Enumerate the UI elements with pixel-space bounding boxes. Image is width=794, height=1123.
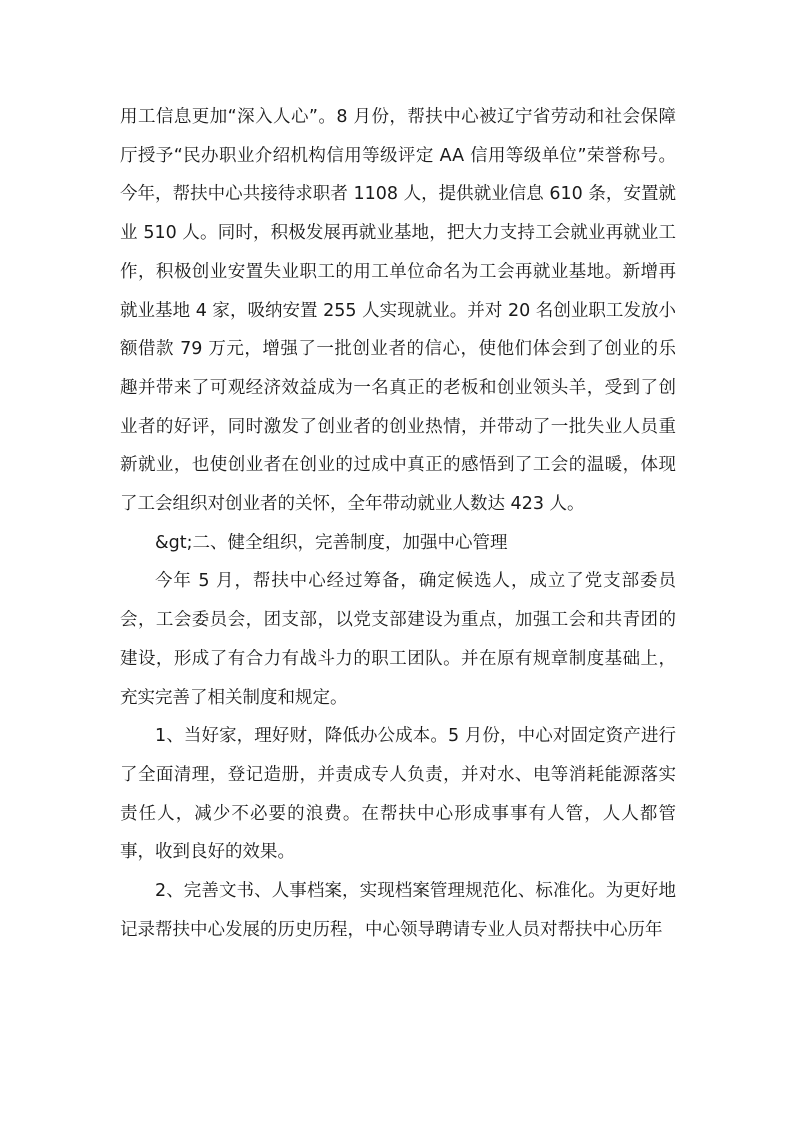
section-heading-organization: &gt;二、健全组织，完善制度，加强中心管理 xyxy=(155,532,508,553)
paragraph-employment-results: 用工信息更加“深入人心”。8 月份，帮扶中心被辽宁省劳动和社会保障厅授予“民办职业介绍机构信用等级评定 AA 信用等级单位”荣誉称号。今年，帮扶中心共接待求职者 1108 人，提供就业信息 610 条，安置就业 510 人。同时，积极发展再就业基地，把大力支持工会就业再就业工作，积极创业安置失业职工的用工单位命名为工会再就业基地。新增再就业基地 4 家，吸纳安置 255 人实现就业。并对 20 名创业职工发放小额借款 79 万元，增强了一批创业者的信心，使他们体会到了创业的乐趣并带来了可观经济效益成为一名真正的老板和创业领头羊，受到了创业者的好评，同时激发了创业者的创业热情，并带动了一批失业人员重新就业，也使创业者在创业的过成中真正的感悟到了工会的温暖，体现了工会组织对创业者的关怀，全年带动就业人数达 423 人。 xyxy=(120,107,676,515)
paragraph-item-1-finance: 1、当好家，理好财，降低办公成本。5 月份，中心对固定资产进行了全面清理，登记造册，并责成专人负责，并对水、电等消耗能源落实责任人，减少不必要的浪费。在帮扶中心形成事事有人管，人人都管事，收到良好的效果。 xyxy=(120,726,676,863)
paragraph-item-2-archives: 2、完善文书、人事档案，实现档案管理规范化、标准化。为更好地记录帮扶中心发展的历史历程，中心领导聘请专业人员对帮扶中心历年 xyxy=(120,881,676,940)
document-page xyxy=(120,98,676,949)
paragraph-organization: 今年 5 月，帮扶中心经过筹备，确定候选人，成立了党支部委员会，工会委员会，团支部，以党支部建设为重点，加强工会和共青团的建设，形成了有合力有战斗力的职工团队。并在原有规章制度基础上，充实完善了相关制度和规定。 xyxy=(120,571,676,708)
